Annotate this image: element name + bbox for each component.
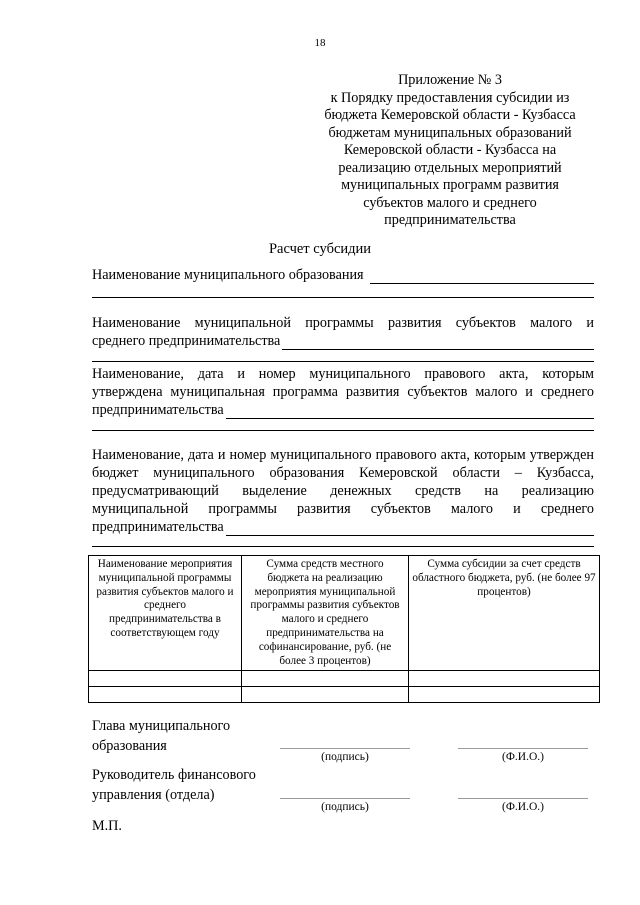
signature-finance-name-line[interactable] xyxy=(458,798,588,799)
signature-finance-line1: Руководитель финансового xyxy=(92,767,256,783)
field-program-name-line-2[interactable] xyxy=(92,361,594,362)
table-header-cell: Сумма субсидии за счет средств областного бюджета, руб. (не более 97 процентов) xyxy=(409,556,600,671)
signature-head-name-line[interactable] xyxy=(458,748,588,749)
table-cell[interactable] xyxy=(89,687,242,703)
page-number: 18 xyxy=(314,37,326,49)
seal-placeholder: М.П. xyxy=(92,818,122,834)
document-title: Расчет субсидии xyxy=(268,241,372,257)
signature-finance-line2: управления (отдела) xyxy=(92,787,215,803)
table-row xyxy=(89,687,600,703)
signature-finance-label xyxy=(92,765,256,805)
field-program-act-line-2[interactable] xyxy=(92,430,594,431)
field-budget-act-blank[interactable] xyxy=(226,521,594,536)
field-municipality-label: Наименование муниципального образования xyxy=(92,267,364,283)
signature-head-sign-line[interactable] xyxy=(280,748,410,749)
appendix-line: субъектов малого и среднего xyxy=(363,194,537,211)
field-program-name-label: среднего предпринимательства xyxy=(92,333,281,349)
field-program-act-blank[interactable] xyxy=(226,404,594,419)
appendix-line: Приложение № 3 xyxy=(398,72,502,88)
field-municipality xyxy=(92,266,594,284)
table-header-cell: Наименование мероприятия муниципальной программы развития субъектов малого и среднего предпринимательства в соответствующем году xyxy=(89,556,242,671)
table-header-row xyxy=(89,556,600,671)
table-cell[interactable] xyxy=(409,671,600,687)
appendix-line: к Порядку предоставления субсидии из xyxy=(330,89,570,106)
signature-head-line2: образования xyxy=(92,738,167,754)
field-program-act-label: предпринимательства xyxy=(92,402,224,418)
field-municipality-line-2[interactable] xyxy=(92,297,594,298)
field-program-act xyxy=(92,365,594,419)
appendix-line: муниципальных программ развития xyxy=(341,177,559,193)
table-cell[interactable] xyxy=(242,687,409,703)
appendix-line: бюджетам муниципальных образований xyxy=(328,124,572,141)
appendix-line: предпринимательства xyxy=(384,212,516,228)
signature-finance-name-caption: (Ф.И.О.) xyxy=(502,801,544,813)
field-program-act-text: Наименование, дата и номер муниципального правового акта, которым утверждена муниципальная программа развития субъектов малого и среднего xyxy=(92,366,594,400)
table-cell[interactable] xyxy=(242,671,409,687)
field-program-name-text: Наименование муниципальной программы развития субъектов малого и xyxy=(92,315,594,331)
appendix-header xyxy=(300,72,600,230)
field-budget-act-label: предпринимательства xyxy=(92,519,224,535)
signature-finance-sign-caption: (подпись) xyxy=(321,801,369,813)
field-budget-act-line-2[interactable] xyxy=(92,546,594,547)
table-cell[interactable] xyxy=(89,671,242,687)
subsidy-table xyxy=(88,555,600,703)
signature-head-sign-caption: (подпись) xyxy=(321,751,369,763)
signature-head-label xyxy=(92,716,230,756)
signature-finance-sign-line[interactable] xyxy=(280,798,410,799)
field-program-name xyxy=(92,314,594,350)
appendix-line: реализацию отдельных мероприятий xyxy=(338,159,562,176)
field-budget-act xyxy=(92,446,594,536)
field-budget-act-text: Наименование, дата и номер муниципального правового акта, которым утвержден бюджет муниципального образования Кемеровской области – Кузбасса, предусматривающий выделение денежных средств на реализацию муниципальной программы развития субъектов малого и среднего xyxy=(92,447,594,517)
field-program-name-blank[interactable] xyxy=(282,335,594,350)
signature-head-name-caption: (Ф.И.О.) xyxy=(502,751,544,763)
signature-head-line1: Глава муниципального xyxy=(92,718,231,734)
appendix-line: Кемеровской области - Кузбасса на xyxy=(343,142,557,158)
table-cell[interactable] xyxy=(409,687,600,703)
appendix-line: бюджета Кемеровской области - Кузбасса xyxy=(324,107,576,123)
table-header-cell: Сумма средств местного бюджета на реализацию мероприятия муниципальной программы развития субъектов малого и среднего предпринимательства на софинансирование, руб. (не более 3 процентов) xyxy=(242,556,409,671)
table-row xyxy=(89,671,600,687)
field-municipality-blank[interactable] xyxy=(370,269,594,284)
